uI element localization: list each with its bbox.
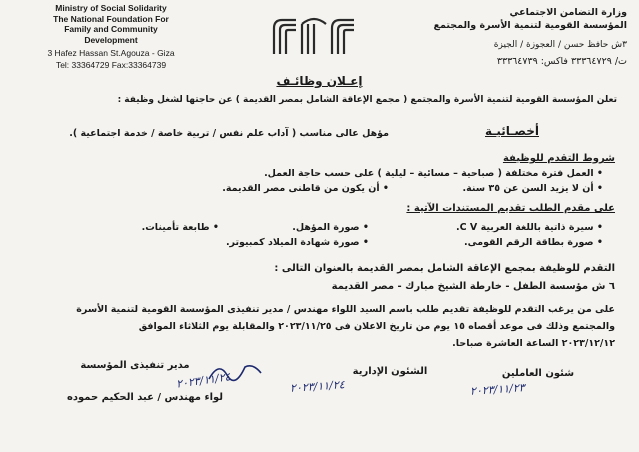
job-title: أخصـائيـة [485, 124, 539, 138]
closing-line-3: ٢٠٢٣/١٢/١٢ الساعة العاشرة صباحا. [452, 338, 615, 349]
document-item: • طابعة تأمينات. [141, 222, 219, 233]
admin-title: الشئون الإدارية [352, 366, 428, 377]
conditions-heading: شروط التقدم للوظيفة [502, 153, 615, 164]
address-ar: ٣ش حافظ حسن / العجوزة / الجيزة [493, 40, 627, 50]
document-text: صورة المؤهل. [292, 222, 360, 233]
document-item: • صورة المؤهل. [292, 222, 369, 233]
admin-signature: ٢٠٢٣/١١/٢٤ [289, 378, 346, 395]
phone-en: Tel: 33364729 Fax:33364739 [55, 60, 167, 70]
application-line: التقدم للوظيفة بمجمع الإعاقة الشامل بمصر القديمة بالعنوان التالى : [274, 263, 615, 274]
director-title: مدير تنفيذى المؤسسة [80, 360, 190, 371]
director-name: لواء مهندس / عبد الحكيم حموده [66, 392, 224, 403]
intro-text: تعلن المؤسسة القومية لتنمية الأسرة والمجتمع ( مجمع الإعاقة الشامل بمصر القديمة ) عن حاجتها لشغل وظيفة : [117, 95, 617, 105]
foundation-name-en: The National Foundation For [53, 13, 169, 24]
condition-text: العمل فترة مختلفة ( صباحية – مسائية – ليلية ) على حسب حاجة العمل. [264, 168, 594, 179]
phone-ar: ت/ ٣٣٣٦٤٧٢٩ فاكس: ٣٣٣٦٤٧٣٩ [496, 56, 627, 67]
workers-signature: ٢٠٢٣/١١/٢٣ [469, 381, 526, 398]
foundation-name-en-3: Development [84, 34, 138, 45]
foundation-name-en-2: Family and Community [64, 24, 158, 34]
document-text: صورة شهادة الميلاد كمبيوتر. [225, 237, 360, 248]
condition-item: • أن يكون من قاطنى مصر القديمة. [222, 183, 389, 194]
application-address: ٦ ش مؤسسة الطفل - خارطة الشيخ مبارك - مصر القديمة [331, 281, 615, 292]
address-en: 3 Hafez Hassan St.Agouza - Giza [47, 48, 175, 58]
closing-line-2: والمجتمع وذلك فى موعد أقصاه ١٥ يوم من تاريخ الاعلان فى ٢٠٢٣/١١/٢٥ والمقابلة يوم الثلاثاء الموافق [138, 321, 615, 332]
documents-heading: على مقدم الطلب تقديم المستندات الآتية : [406, 203, 615, 214]
document-text: سيرة ذاتية باللغة العربية C V. [456, 222, 594, 233]
header-arabic [407, 6, 627, 32]
director-signature: ٢٠٢٣/١١/٢٤ [175, 370, 232, 391]
workers-title: شئون العاملين [501, 368, 575, 379]
document-text: طابعة تأمينات. [141, 222, 210, 233]
ministry-name-en: Ministry of Social Solidarity [55, 3, 167, 13]
qualification-text: مؤهل عالى مناسب ( آداب علم نفس / تربية خاصة / خدمة اجتماعية ). [69, 128, 389, 139]
document-item: • صورة شهادة الميلاد كمبيوتر. [225, 237, 369, 248]
ministry-name-ar: وزارة التضامن الاجتماعي [509, 7, 627, 18]
closing-line-1: على من يرغب التقدم للوظيفة تقديم طلب باسم السيد اللواء مهندس / مدير تنفيذى المؤسسة القومية لتنمية الأسرة [76, 304, 615, 315]
condition-item: • أن لا يزيد السن عن ٣٥ سنة. [462, 183, 603, 194]
condition-item: • العمل فترة مختلفة ( صباحية – مسائية – ليلية ) على حسب حاجة العمل. [264, 168, 603, 179]
header-english [18, 3, 204, 45]
document-item: • صورة بطاقة الرقم القومى. [463, 237, 603, 248]
foundation-logo-icon [262, 14, 362, 58]
condition-text: أن يكون من قاطنى مصر القديمة. [222, 183, 380, 194]
director-signature-scribble-icon [205, 357, 265, 387]
page-title: إعـلان وظائـف [276, 74, 363, 88]
document-text: صورة بطاقة الرقم القومى. [463, 237, 594, 248]
condition-text: أن لا يزيد السن عن ٣٥ سنة. [462, 183, 594, 194]
document-item: • سيرة ذاتية باللغة العربية C V. [456, 222, 603, 233]
foundation-name-ar: المؤسسة القومية لتنمية الأسرة والمجتمع [433, 20, 627, 31]
